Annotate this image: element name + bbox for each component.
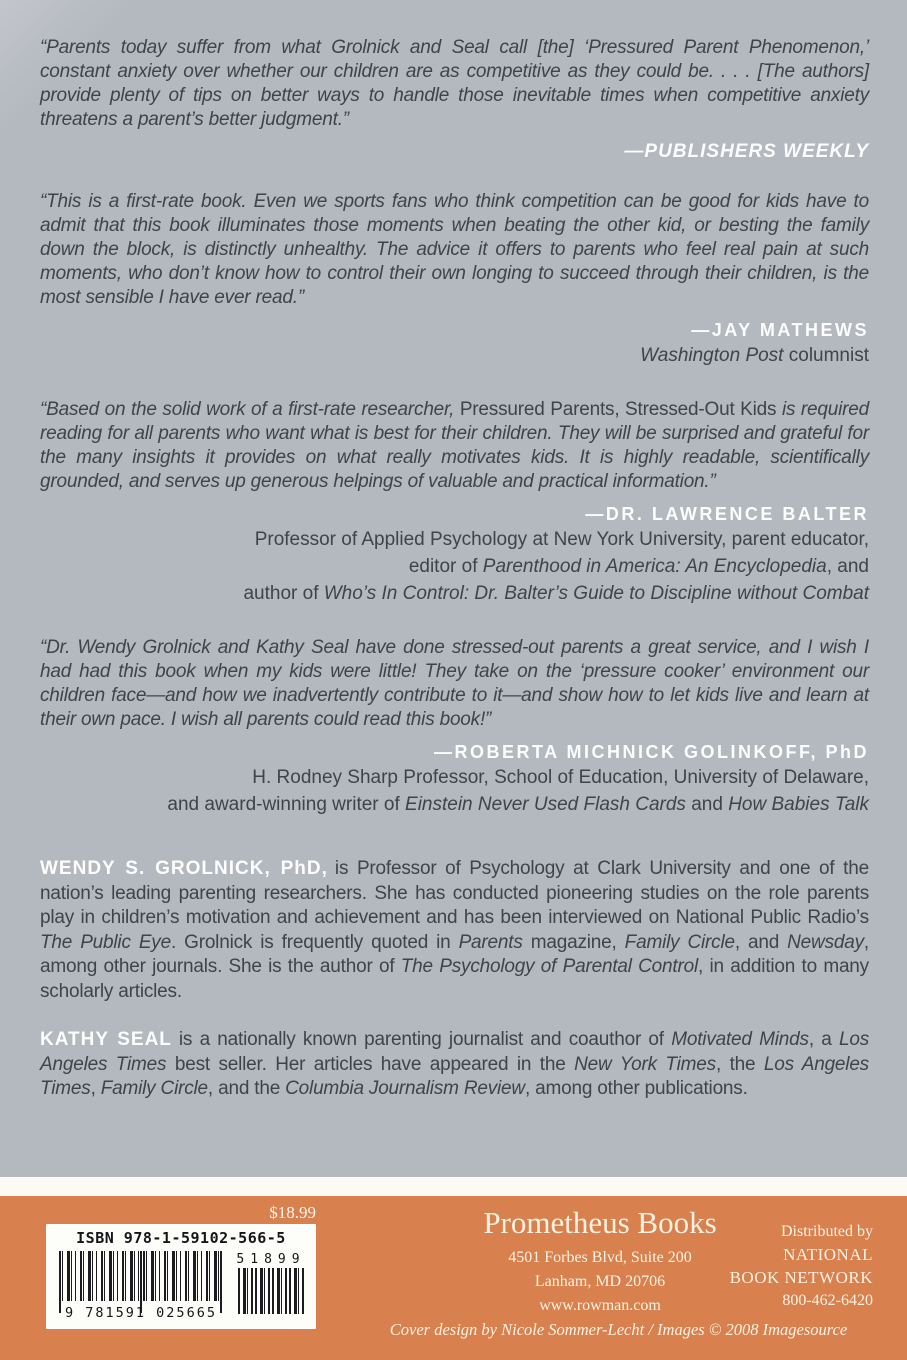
review-quote-jay-mathews [40, 190, 869, 368]
review-credential-line: Professor of Applied Psychology at New York University, parent educator, [254, 529, 869, 550]
barcode-supplement-digits: 51899 [236, 1252, 306, 1267]
review-credential-line: editor of Parenthood in America: An Encyclopedia, and [408, 556, 869, 577]
price-label: $18.99 [269, 1203, 316, 1222]
publisher-website: www.rowman.com [539, 1297, 661, 1314]
review-quote-text: “Dr. Wendy Grolnick and Kathy Seal have done stressed-out parents a great service, and I wish I had had this book when my kids were little! They take on the ‘pressure cooker’ environment our children face—and how we inadvertently contribute to it—and show how to let kids live and learn at their own pace. I wish all parents could read this book!” [40, 637, 869, 730]
distributor-line: Distributed by [781, 1223, 873, 1240]
author-bio-grolnick [40, 857, 869, 1004]
barcode-supplement-bars [238, 1268, 304, 1314]
author-name: WENDY S. GROLNICK, PhD, [40, 858, 328, 879]
author-bio-text: is a nationally known parenting journalist and coauthor of Motivated Minds, a Los Angeles Times best seller. Her articles have appeared in the New York Times, the Los Angeles Times, Family Circle, and the Columbia Journalism Review, among other publications. [40, 1029, 870, 1099]
isbn-label: ISBN 978-1-59102-566-5 [76, 1229, 286, 1247]
author-name: KATHY SEAL [40, 1029, 172, 1050]
publisher-name: Prometheus Books [483, 1205, 717, 1240]
review-credential-line: and award-winning writer of Einstein Never Used Flash Cards and How Babies Talk [167, 794, 869, 815]
barcode [46, 1224, 316, 1329]
author-bio-text: is Professor of Psychology at Clark University and one of the nation’s leading parenting researchers. She has conducted pioneering studies on the role parents play in children’s motivation and achievement and has been interviewed on National Public Radio’s The Public Eye. Grolnick is frequently quoted in Parents magazine, Family Circle, and Newsday, among other journals. She is the author of The Psychology of Parental Control, in addition to many scholarly articles. [40, 858, 869, 1002]
review-quote-text: “This is a first-rate book. Even we sports fans who think competition can be good for kids have to admit that this book illuminates those moments when beating the other kid, or besting the family down the block, is distinctly unhealthy. The advice it offers to parents who feel real pain at such moments, who don’t know how to control their own longing to succeed through their children, is the most sensible I have ever read.” [40, 191, 869, 308]
distributor-name-line2: BOOK NETWORK [729, 1268, 873, 1287]
distributor-info [703, 1220, 873, 1312]
review-credential-line: Washington Post columnist [640, 345, 869, 366]
review-quote-text: “Based on the solid work of a first-rate researcher, Pressured Parents, Stressed-Out Kids is required reading for all parents who want what is best for their children. They will be surprised and grateful for the many insights it provides on what really motivates kids. It is highly readable, scientifically grounded, and serves up generous helpings of valuable and practical information.” [40, 399, 869, 492]
footer [0, 1196, 907, 1360]
publisher-address-line2: Lanham, MD 20706 [534, 1273, 666, 1290]
author-bio [40, 857, 869, 1004]
cover-design-credit: Cover design by Nicole Sommer-Lecht / Images © 2008 Imagesource [389, 1320, 848, 1339]
barcode-guard-bar [220, 1251, 222, 1313]
divider-strip [0, 1177, 907, 1196]
review-credential-line: H. Rodney Sharp Professor, School of Education, University of Delaware, [252, 767, 869, 788]
distributor-name-line1: NATIONAL [783, 1245, 873, 1264]
distributor-phone: 800-462-6420 [782, 1292, 873, 1309]
review-attribution: —PUBLISHERS WEEKLY [624, 141, 869, 162]
barcode-digits: 9 781591 025665 [65, 1305, 217, 1321]
review-attribution: —ROBERTA MICHNICK GOLINKOFF, PhD [434, 742, 869, 762]
review-credential-line: author of Who’s In Control: Dr. Balter’s Guide to Discipline without Combat [243, 583, 869, 604]
review-quote-publishers-weekly [40, 36, 869, 163]
review-attribution: —DR. LAWRENCE BALTER [585, 504, 869, 524]
review-quote-roberta-golinkoff [40, 636, 869, 817]
barcode-guard-bar [140, 1251, 142, 1313]
review-quote-lawrence-balter [40, 398, 869, 606]
author-bio [40, 1028, 869, 1102]
publisher-address-line1: 4501 Forbes Blvd, Suite 200 [508, 1249, 692, 1266]
review-quote-text: “Parents today suffer from what Grolnick and Seal call [the] ‘Pressured Parent Phenomenon,’ constant anxiety over whether our children are as competitive as they could be. . . . [The authors] provide plenty of tips on better ways to handle those inevitable times when competitive anxiety threatens a parent’s better judgment.” [40, 37, 869, 130]
author-bio-seal [40, 1028, 869, 1102]
barcode-guard-bar [59, 1251, 61, 1313]
review-attribution: —JAY MATHEWS [691, 320, 869, 340]
